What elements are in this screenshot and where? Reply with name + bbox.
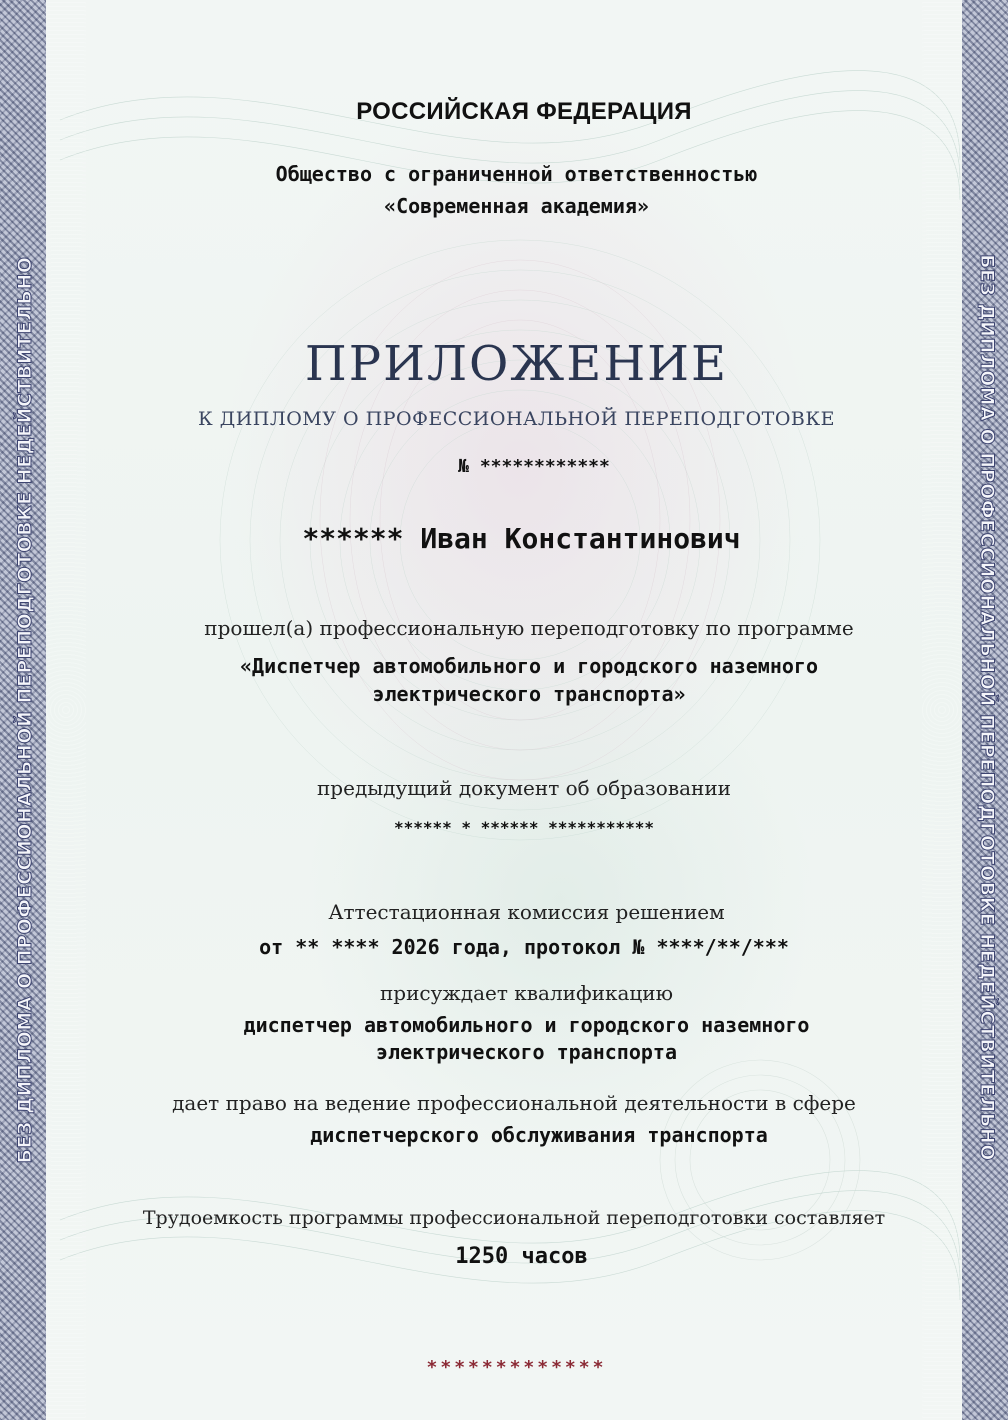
left-side-warning — [10, 220, 38, 1200]
document-title: ПРИЛОЖЕНИЕ — [304, 336, 729, 392]
program-intro: прошел(а) профессиональную переподготовку по программе — [204, 616, 854, 640]
qualification-label: присуждает квалификацию — [379, 981, 674, 1005]
rights-sphere: диспетчерского обслуживания транспорта — [310, 1123, 768, 1147]
organization-name: «Современная академия» — [384, 194, 649, 218]
right-side-warning-text: БЕЗ ДИПЛОМА О ПРОФЕССИОНАЛЬНОЙ ПЕРЕПОДГОТОВКЕ НЕДЕЙСТВИТЕЛЬНО — [976, 254, 998, 1161]
program-name-line1: «Диспетчер автомобильного и городского наземного — [240, 654, 818, 678]
qualification-name-line2: электрического транспорта — [375, 1040, 678, 1064]
rights-label: дает право на ведение профессиональной деятельности в сфере — [172, 1091, 856, 1115]
holder-name: ****** Иван Константинович — [302, 522, 741, 555]
document-subtitle: К ДИПЛОМУ О ПРОФЕССИОНАЛЬНОЙ ПЕРЕПОДГОТОВКЕ — [198, 408, 835, 430]
document-number: № ************ — [458, 456, 610, 477]
program-name-line2: электрического транспорта» — [372, 682, 686, 706]
commission-label: Аттестационная комиссия решением — [328, 900, 725, 924]
commission-decision: от ** **** 2026 года, протокол № ****/**/*** — [259, 935, 789, 959]
blank-serial-number: ************* — [426, 1357, 607, 1378]
labour-intensity-hours: 1250 часов — [455, 1244, 588, 1269]
previous-document-value: ****** * ****** *********** — [393, 818, 655, 837]
left-side-warning-text: БЕЗ ДИПЛОМА О ПРОФЕССИОНАЛЬНОЙ ПЕРЕПОДГОТОВКЕ НЕДЕЙСТВИТЕЛЬНО — [14, 256, 36, 1164]
labour-intensity-label: Трудоемкость программы профессиональной переподготовки составляет — [142, 1207, 886, 1229]
organization-type: Общество с ограниченной ответственностью — [275, 162, 758, 186]
right-side-warning — [972, 215, 1000, 1200]
qualification-name-line1: диспетчер автомобильного и городского наземного — [243, 1013, 810, 1037]
country-heading: РОССИЙСКАЯ ФЕДЕРАЦИЯ — [356, 98, 692, 125]
previous-document-label: предыдущий документ об образовании — [316, 776, 732, 800]
